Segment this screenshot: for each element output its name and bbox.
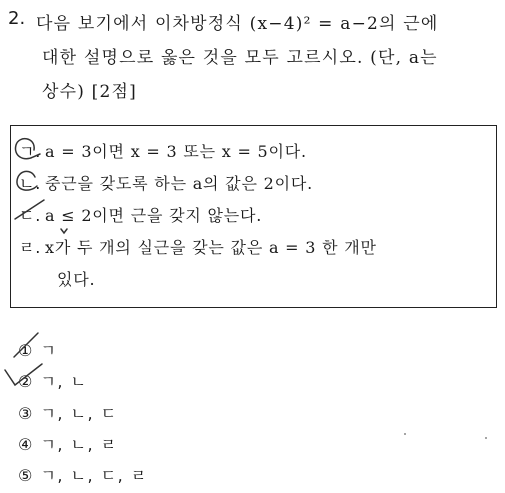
answer-choice-1[interactable] [18,338,57,361]
choice-number: ⑤ [18,466,34,485]
speck [404,433,406,435]
statement-digeut [19,203,262,226]
answer-choice-5[interactable] [18,463,148,486]
choice-number: ② [18,372,34,391]
statement-text: a ≤ 2이면 근을 갖지 않는다. [45,206,263,225]
statement-rieul-continuation: 있다. [57,270,96,289]
choice-text: ㄱ, ㄴ, ㄷ, ㄹ [40,466,148,485]
statement-text: a = 3이면 x = 3 또는 x = 5이다. [45,142,307,161]
question-text-line-3: 상수) [2점] [42,82,137,102]
statement-marker: ㄹ. [19,238,42,257]
choice-text: ㄱ, ㄴ, ㄹ [40,435,118,454]
choice-text: ㄱ [40,341,58,360]
statement-text: x가 두 개의 실근을 갖는 값은 a = 3 한 개만 [45,238,377,257]
statement-nieun [19,171,313,194]
answer-choice-4[interactable] [18,432,118,455]
statement-giyeok [19,139,307,162]
choice-number: ③ [18,404,34,423]
answer-choice-3[interactable] [18,401,118,424]
answer-choice-2[interactable] [18,369,88,392]
question-text-line-2: 대한 설명으로 옳은 것을 모두 고르시오. (단, a는 [42,48,438,68]
question-number: 2. [8,8,26,29]
statement-text: 중근을 갖도록 하는 a의 값은 2이다. [45,174,313,193]
choice-number: ① [18,341,34,360]
statement-marker: ㄴ. [19,174,42,193]
speck [485,437,487,439]
question-text-line-1: 다음 보기에서 이차방정식 (x−4)² = a−2의 근에 [36,14,439,34]
statement-rieul [19,235,377,258]
statement-marker: ㄷ. [19,206,42,225]
statement-marker: ㄱ. [19,142,42,161]
choice-number: ④ [18,435,34,454]
choice-text: ㄱ, ㄴ [40,372,88,391]
choice-text: ㄱ, ㄴ, ㄷ [40,404,118,423]
